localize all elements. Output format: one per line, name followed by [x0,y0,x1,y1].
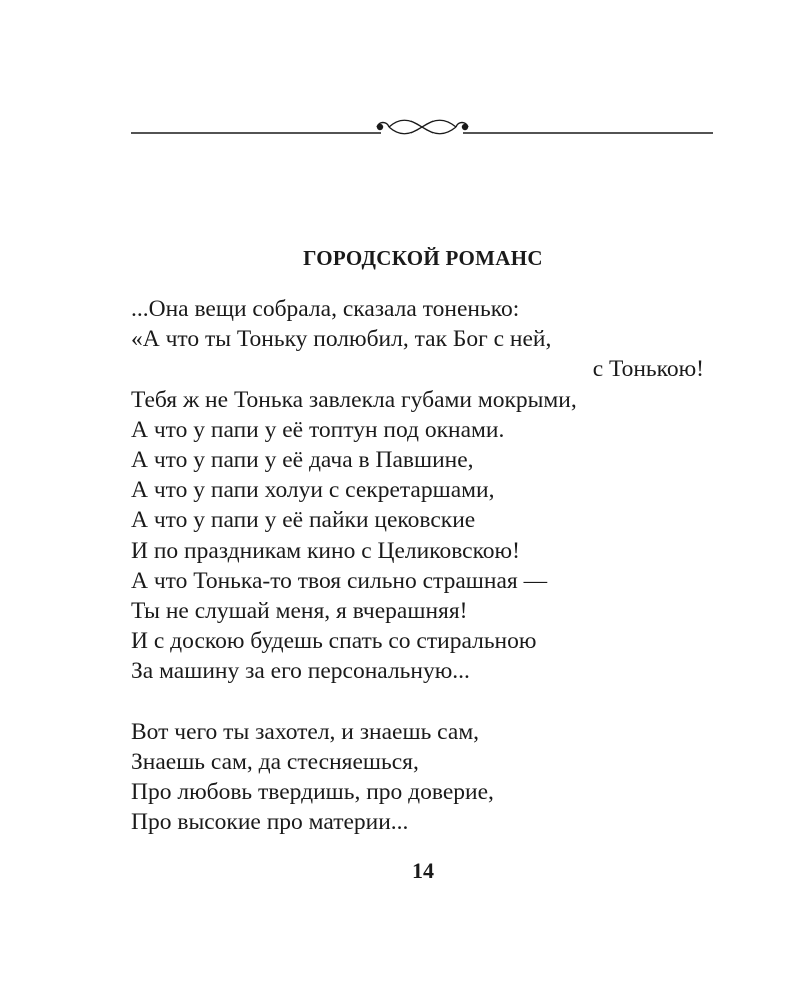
poem-line: Вот чего ты захотел, и знаешь сам, [131,718,480,745]
poem-line: ...Она вещи собрала, сказала тоненько: [131,296,520,322]
poem-line: А что у папи холуи с секретаршами, [131,477,495,504]
poem-line: Про высокие про материи... [131,809,409,836]
poem-line: Тебя ж не Тонька завлекла губами мокрыми, [131,386,577,413]
poem-line: И с доскою будешь спать со стиральною [131,628,537,655]
poem-line: Знаешь сам, да стесняешься, [131,748,419,775]
poem-body [131,294,711,837]
poem-line: А что у папи у её дача в Павшине, [131,447,474,474]
poem-line: А что у папи у её пайки цековские [131,507,476,534]
header-divider [131,116,713,140]
stanza-1 [131,294,711,687]
poem-line-continuation: с Тонькою! [592,356,704,383]
poem-line: Ты не слушай меня, я вчерашняя! [131,598,468,625]
poem-line: И по праздникам кино с Целиковскою! [131,537,520,564]
poem-line: За машину за его персональную... [131,658,470,685]
poem-line: А что Тонька-то твоя сильно страшная — [131,567,548,594]
poem-line: А что у папи у её топтун под окнами. [131,416,505,443]
poem-line: Про любовь твердишь, про доверие, [131,779,494,806]
stanza-2 [131,717,711,838]
poem-title: ГОРОДСКОЙ РОМАНС [303,246,543,270]
vignette-divider-icon [131,116,713,140]
page-number: 14 [412,858,434,883]
poem-line: «А что ты Тоньку полюбил, так Бог с ней, [131,326,552,353]
